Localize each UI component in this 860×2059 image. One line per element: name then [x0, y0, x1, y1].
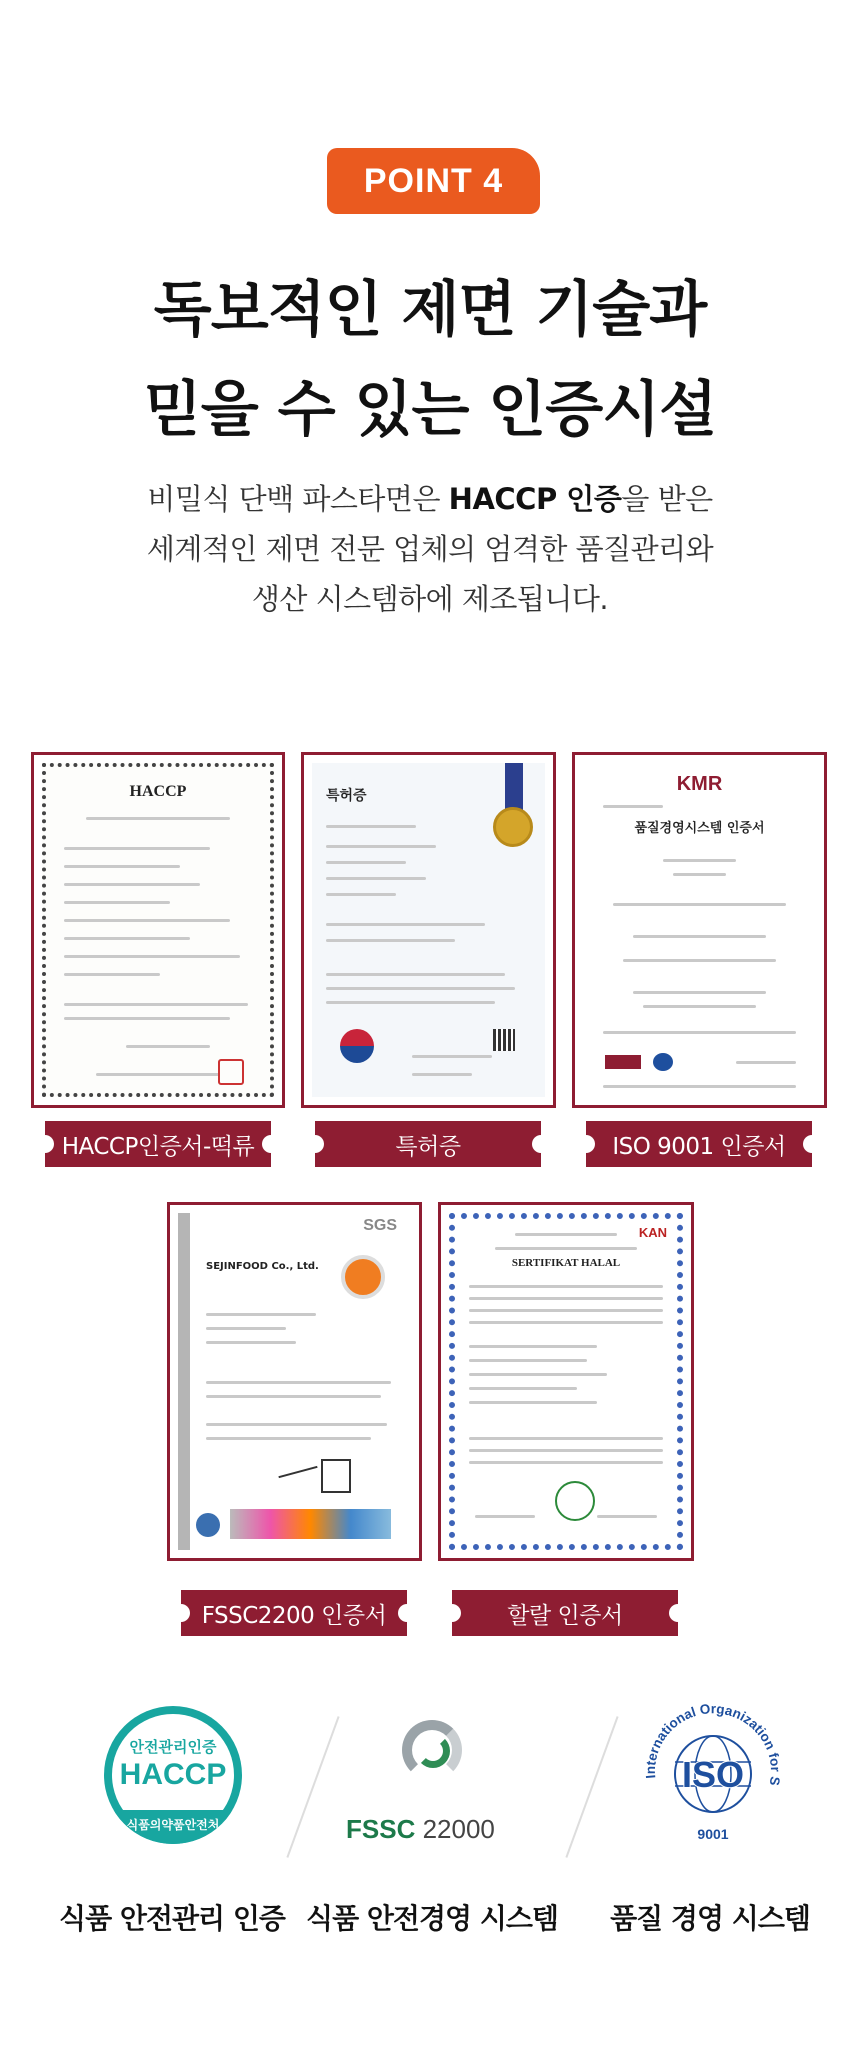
haccp-logo-bottom-text: 식품의약품안전처 — [104, 1810, 242, 1844]
iso-logo — [638, 1692, 788, 1852]
description-line-1 — [0, 474, 860, 524]
haccp-logo-main-text: HACCP — [119, 1758, 227, 1791]
certificate-label-fssc: FSSC2200 인증서 — [181, 1590, 407, 1636]
certificate-label-patent: 특허증 — [315, 1121, 541, 1167]
divider — [286, 1716, 339, 1858]
kipo-logo-icon — [340, 1029, 374, 1063]
halal-stamp-icon — [555, 1481, 595, 1521]
kan-logo: KAN — [638, 1225, 667, 1240]
sgs-seal-icon — [341, 1255, 385, 1299]
certificate-label-iso: ISO 9001 인증서 — [586, 1121, 812, 1167]
divider — [565, 1716, 618, 1858]
fssc-logo — [342, 1720, 522, 1850]
description-line-2: 세계적인 제면 전문 업체의 엄격한 품질관리와 — [146, 532, 714, 566]
description-line-3: 생산 시스템하에 제조됩니다. — [251, 582, 609, 616]
certificate-haccp-image — [31, 752, 285, 1108]
certificate-halal-image — [438, 1202, 694, 1561]
seal-icon — [218, 1059, 244, 1085]
iso-logo-number: 9001 — [697, 1826, 729, 1842]
certificate-fssc-image — [167, 1202, 422, 1561]
fssc-logo-number: 22000 — [422, 1814, 495, 1844]
certificate-patent-image — [301, 752, 556, 1108]
headline-line-1: 독보적인 제면 기술과 — [153, 275, 707, 345]
haccp-logo-top-text: 안전관리인증 — [129, 1738, 217, 1756]
ukas-logo — [321, 1459, 351, 1493]
certificate-title: HACCP — [129, 783, 187, 800]
side-stripe — [178, 1213, 190, 1550]
signature — [278, 1466, 317, 1478]
description-text: 을 받은 — [621, 482, 713, 516]
globe-icon — [196, 1513, 220, 1537]
iso-ring-text: International Organization for S — [642, 1701, 784, 1787]
fssc-logo-main-text: FSSC — [346, 1814, 416, 1844]
qr-code-icon — [493, 1029, 515, 1051]
sgs-pattern — [230, 1509, 391, 1539]
caption-iso: 품질 경영 시스템 — [610, 1902, 810, 1935]
certificate-title: SERTIFIKAT HALAL — [511, 1257, 621, 1269]
fssc-swoosh-green-icon — [416, 1734, 450, 1768]
kmr-small-logo — [605, 1055, 641, 1069]
certificate-title: 품질경영시스템 인증서 — [634, 821, 765, 836]
certificate-title: SEJINFOOD Co., Ltd. — [206, 1261, 319, 1272]
certificate-label-haccp: HACCP인증서-떡류 — [45, 1121, 271, 1167]
caption-fssc: 식품 안전경영 시스템 — [306, 1902, 558, 1935]
sgs-logo: SGS — [363, 1217, 397, 1234]
haccp-logo — [104, 1706, 242, 1844]
certificate-iso-image — [572, 752, 827, 1108]
gold-seal-icon — [493, 807, 533, 847]
description-highlight: HACCP 인증 — [448, 482, 622, 516]
certificate-title: 특허증 — [326, 788, 367, 804]
iso-logo-main-text: ISO — [681, 1754, 744, 1795]
description-text: 비밀식 단백 파스타면은 — [147, 482, 449, 516]
headline-line-2: 믿을 수 있는 인증시설 — [143, 375, 717, 445]
point-badge: POINT 4 — [327, 148, 540, 214]
kmr-logo: KMR — [676, 773, 723, 795]
iaf-logo — [653, 1053, 673, 1071]
certificate-label-halal: 할랄 인증서 — [452, 1590, 678, 1636]
caption-haccp: 식품 안전관리 인증 — [59, 1902, 285, 1935]
